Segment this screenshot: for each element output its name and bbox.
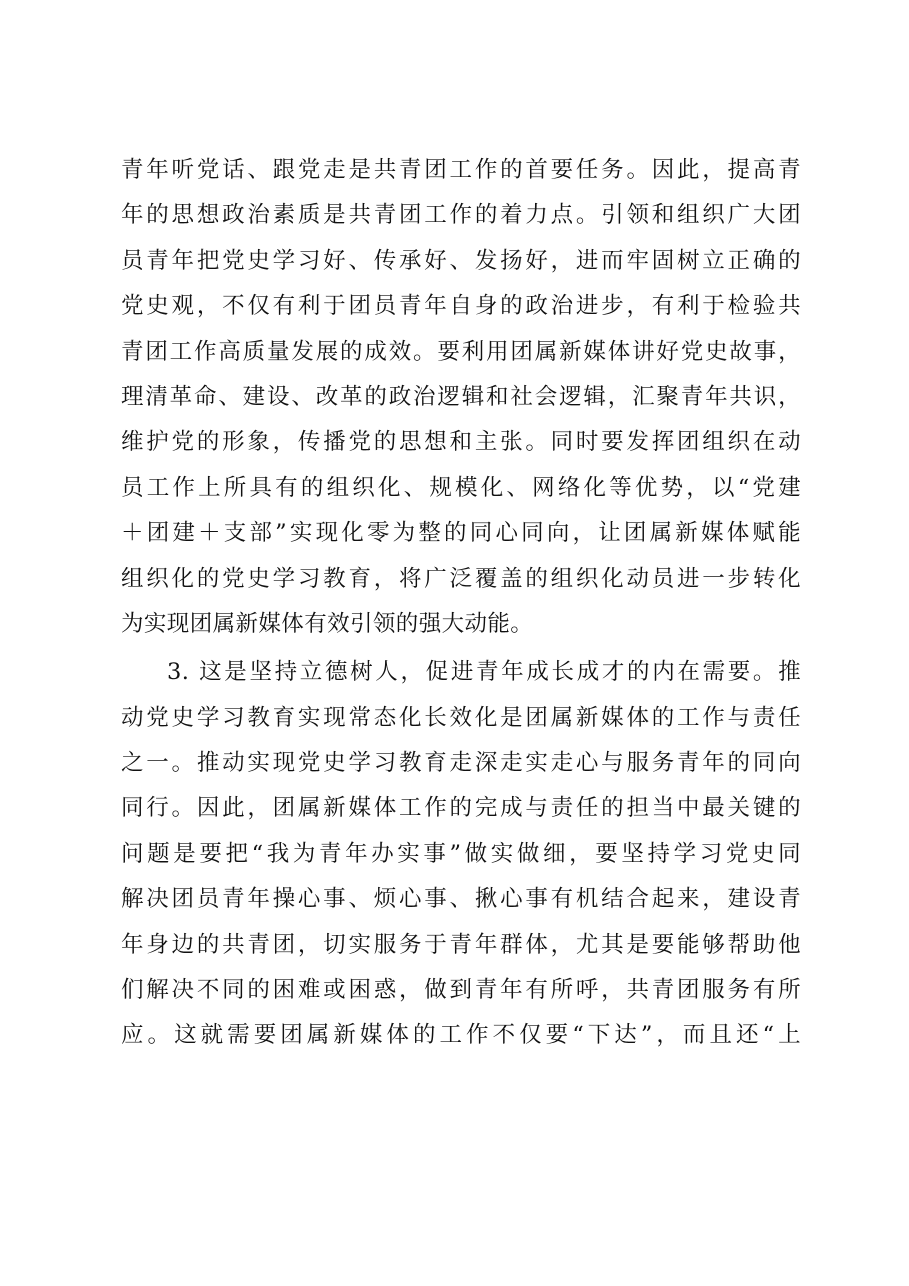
text-line: 青年听党话、跟党走是共青团工作的首要任务。因此，提高青 <box>121 157 801 183</box>
text-line: 年身边的共青团，切实服务于青年群体，尤其是要能够帮助他 <box>121 931 801 958</box>
text-line: 之一。推动实现党史学习教育走深走实走心与服务青年的同向 <box>121 750 801 777</box>
text-line: 理清革命、建设、改革的政治逻辑和社会逻辑，汇聚青年共识， <box>121 383 801 410</box>
text-line: 解决团员青年操心事、烦心事、揪心事有机结合起来，建设青 <box>121 886 801 913</box>
text-line: 动党史学习教育实现常态化长效化是团属新媒体的工作与责任 <box>121 704 801 731</box>
text-line: 员青年把党史学习好、传承好、发扬好，进而牢固树立正确的 <box>121 247 801 274</box>
text-line: 员工作上所具有的组织化、规模化、网络化等优势，以“党建 <box>121 474 801 501</box>
paragraph-3 <box>121 650 801 1059</box>
text-line: 党史观，不仅有利于团员青年自身的政治进步，有利于检验共 <box>121 293 801 320</box>
text-line: 3. 这是坚持立德树人，促进青年成长成才的内在需要。推 <box>167 659 801 686</box>
text-line: ＋团建＋支部”实现化零为整的同心同向，让团属新媒体赋能 <box>121 520 801 547</box>
text-line: 青团工作高质量发展的成效。要利用团属新媒体讲好党史故事， <box>121 338 801 365</box>
text-line: 组织化的党史学习教育，将广泛覆盖的组织化动员进一步转化 <box>121 565 801 592</box>
text-line: 为实现团属新媒体有效引领的强大动能。 <box>121 610 534 637</box>
text-line: 应。这就需要团属新媒体的工作不仅要“下达”，而且还“上 <box>121 1022 801 1049</box>
text-line: 们解决不同的困难或困惑，做到青年有所呼，共青团服务有所 <box>121 977 801 1004</box>
text-line: 年的思想政治素质是共青团工作的着力点。引领和组织广大团 <box>121 202 801 229</box>
text-line: 同行。因此，团属新媒体工作的完成与责任的担当中最关键的 <box>121 795 801 822</box>
text-line: 维护党的形象，传播党的思想和主张。同时要发挥团组织在动 <box>121 429 801 456</box>
paragraph-continued <box>121 148 801 647</box>
text-line: 问题是要把“我为青年办实事”做实做细，要坚持学习党史同 <box>121 840 801 867</box>
document-body <box>121 148 801 1059</box>
